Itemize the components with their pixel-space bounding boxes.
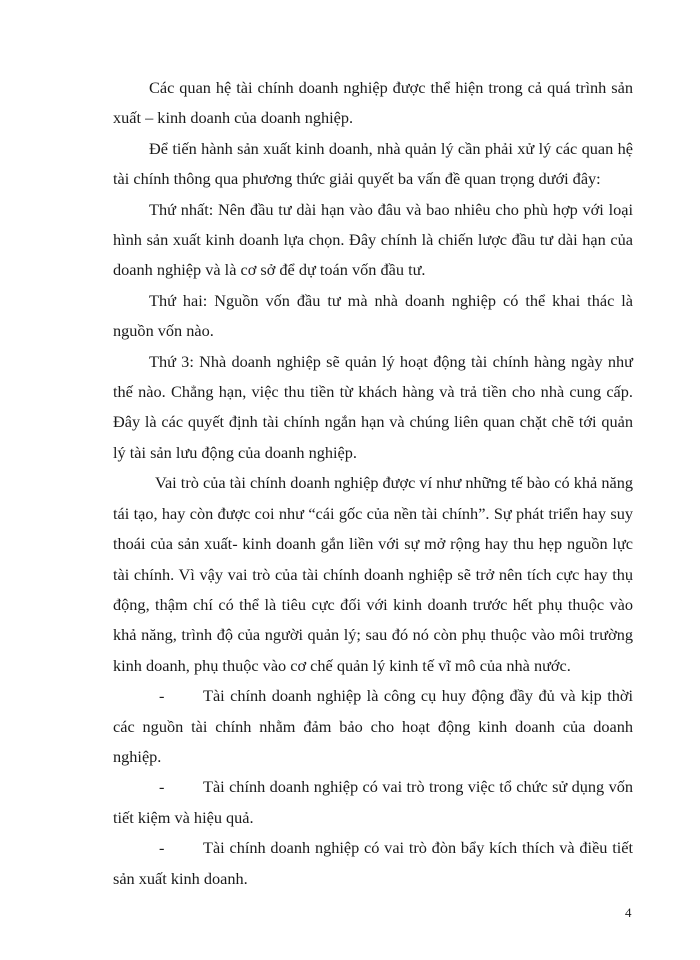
paragraph-third-issue: Thứ 3: Nhà doanh nghiệp sẽ quản lý hoạt động tài chính hàng ngày như thế nào. Chẳng hạn, việc thu tiền từ khách hàng và trả tiền cho nhà cung cấp. Đây là các quyết định tài chính ngắn hạn và chúng liên quan chặt chẽ tới quản lý tài sản lưu động của doanh nghiệp. xyxy=(113,351,633,462)
bullet-item xyxy=(113,833,633,894)
document-body xyxy=(113,73,633,894)
paragraph-second-issue: Thứ hai: Nguồn vốn đầu tư mà nhà doanh nghiệp có thể khai thác là nguồn vốn nào. xyxy=(113,290,633,341)
bullet-text: Tài chính doanh nghiệp là công cụ huy động đầy đủ và kịp thời các nguồn tài chính nhằm đảm bảo cho hoạt động kinh doanh của doanh nghiệp. xyxy=(113,686,633,766)
bullet-item xyxy=(113,772,633,833)
paragraph-financial-relations: Các quan hệ tài chính doanh nghiệp được thể hiện trong cả quá trình sản xuất – kinh doanh của doanh nghiệp. xyxy=(113,78,633,128)
bullet-item xyxy=(113,681,633,772)
bullet-marker: - xyxy=(159,686,165,706)
page-number: 4 xyxy=(625,905,632,920)
bullet-marker: - xyxy=(159,777,165,797)
paragraph-role: Vai trò của tài chính doanh nghiệp được ví như những tế bào có khả năng tái tạo, hay còn được coi như “cái gốc của nền tài chính”. Sự phát triển hay suy thoái của sản xuất- kinh doanh gắn liền với sự mở rộng hay thu hẹp nguồn lực tài chính. Vì vậy vai trò của tài chính doanh nghiệp sẽ trở nên tích cực hay thụ động, thậm chí có thể là tiêu cực đối với kinh doanh trước hết phụ thuộc vào khả năng, trình độ của người quản lý; sau đó nó còn phụ thuộc vào môi trường kinh doanh, phụ thuộc vào cơ chế quản lý kinh tế vĩ mô của nhà nước. xyxy=(113,473,633,675)
paragraph-three-issues: Để tiến hành sản xuất kinh doanh, nhà quản lý cần phải xử lý các quan hệ tài chính thông qua phương thức giải quyết ba vấn đề quan trọng dưới đây: xyxy=(113,138,633,189)
bullet-marker: - xyxy=(159,838,165,858)
bullet-text: Tài chính doanh nghiệp có vai trò trong việc tổ chức sử dụng vốn tiết kiệm và hiệu quả. xyxy=(113,777,633,827)
bullet-text: Tài chính doanh nghiệp có vai trò đòn bẩy kích thích và điều tiết sản xuất kinh doanh. xyxy=(113,838,633,888)
paragraph-first-issue: Thứ nhất: Nên đầu tư dài hạn vào đâu và bao nhiêu cho phù hợp với loại hình sản xuất kinh doanh lựa chọn. Đây chính là chiến lược đầu tư dài hạn của doanh nghiệp và là cơ sở để dự toán vốn đầu tư. xyxy=(113,199,633,280)
